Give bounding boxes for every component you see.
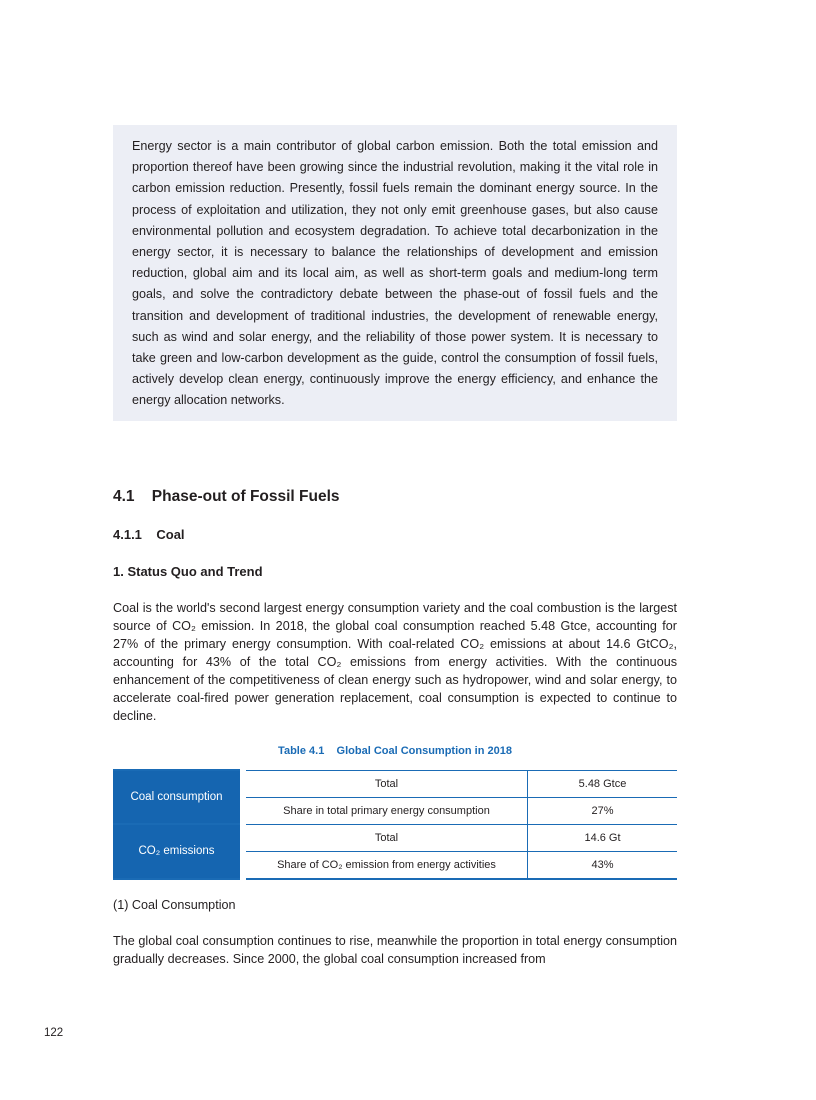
section-heading: 4.1 Phase-out of Fossil Fuels (113, 488, 340, 505)
row-group-label: CO₂ emissions (113, 824, 243, 879)
table-row (113, 824, 677, 851)
subheading-coal-consumption: (1) Coal Consumption (113, 898, 236, 912)
table-cell-value: 43% (528, 851, 678, 879)
subsubsection-heading: 1. Status Quo and Trend (113, 564, 263, 579)
paragraph-coal-consumption: The global coal consumption continues to rise, meanwhile the proportion in total energy consumption gradually decreases. Since 2000, the global coal consumption increased from (113, 934, 677, 966)
table-cell-value: 5.48 Gtce (528, 770, 678, 797)
summary-box: Energy sector is a main contributor of global carbon emission. Both the total emission and proportion thereof have been growing since the industrial revolution, making it the vital role in carbon emission reduction. Presently, fossil fuels remain the dominant energy source. In the process of exploitation and utilization, they not only emit greenhouse gases, but also cause environmental pollution and ecosystem degradation. To achieve total decarbonization in the energy sector, it is necessary to balance the relationships of development and emission reduction, global aim and its local aim, as well as short-term goals and medium-long term goals, and solve the contradictory debate between the phase-out of fossil fuels and the transition and development of traditional industries, the development of renewable energy, such as wind and solar energy, and the reliability of those power system. It is necessary to take green and low-carbon development as the guide, control the consumption of fossil fuels, actively develop clean energy, continuously improve the energy efficiency, and enhance the energy allocation networks. (113, 125, 677, 421)
row-group-label: Coal consumption (113, 770, 243, 824)
table-cell-item: Share of CO₂ emission from energy activities (243, 851, 528, 879)
table-cell-value: 14.6 Gt (528, 824, 678, 851)
page-number: 122 (44, 1027, 64, 1039)
table-cell-item: Total (243, 824, 528, 851)
paragraph-status-quo: Coal is the world's second largest energy consumption variety and the coal combustion is the largest source of CO₂ emission. In 2018, the global coal consumption reached 5.48 Gtce, accounting for 27% of the primary energy consumption. With coal-related CO₂ emissions at about 14.6 GtCO₂, accounting for 43% of the total CO₂ emissions from energy activities. With the continuous enhancement of the competitiveness of clean energy such as hydropower, wind and solar energy, to accelerate coal-fired power generation replacement, coal consumption is expected to continue to decline. (113, 601, 677, 723)
table-cell-value: 27% (528, 797, 678, 824)
table-cell-item: Share in total primary energy consumption (243, 797, 528, 824)
subsection-heading: 4.1.1 Coal (113, 527, 185, 542)
table-row (113, 770, 677, 797)
table-caption: Table 4.1 Global Coal Consumption in 2018 (278, 745, 512, 757)
table-cell-item: Total (243, 770, 528, 797)
coal-consumption-table (113, 769, 677, 880)
